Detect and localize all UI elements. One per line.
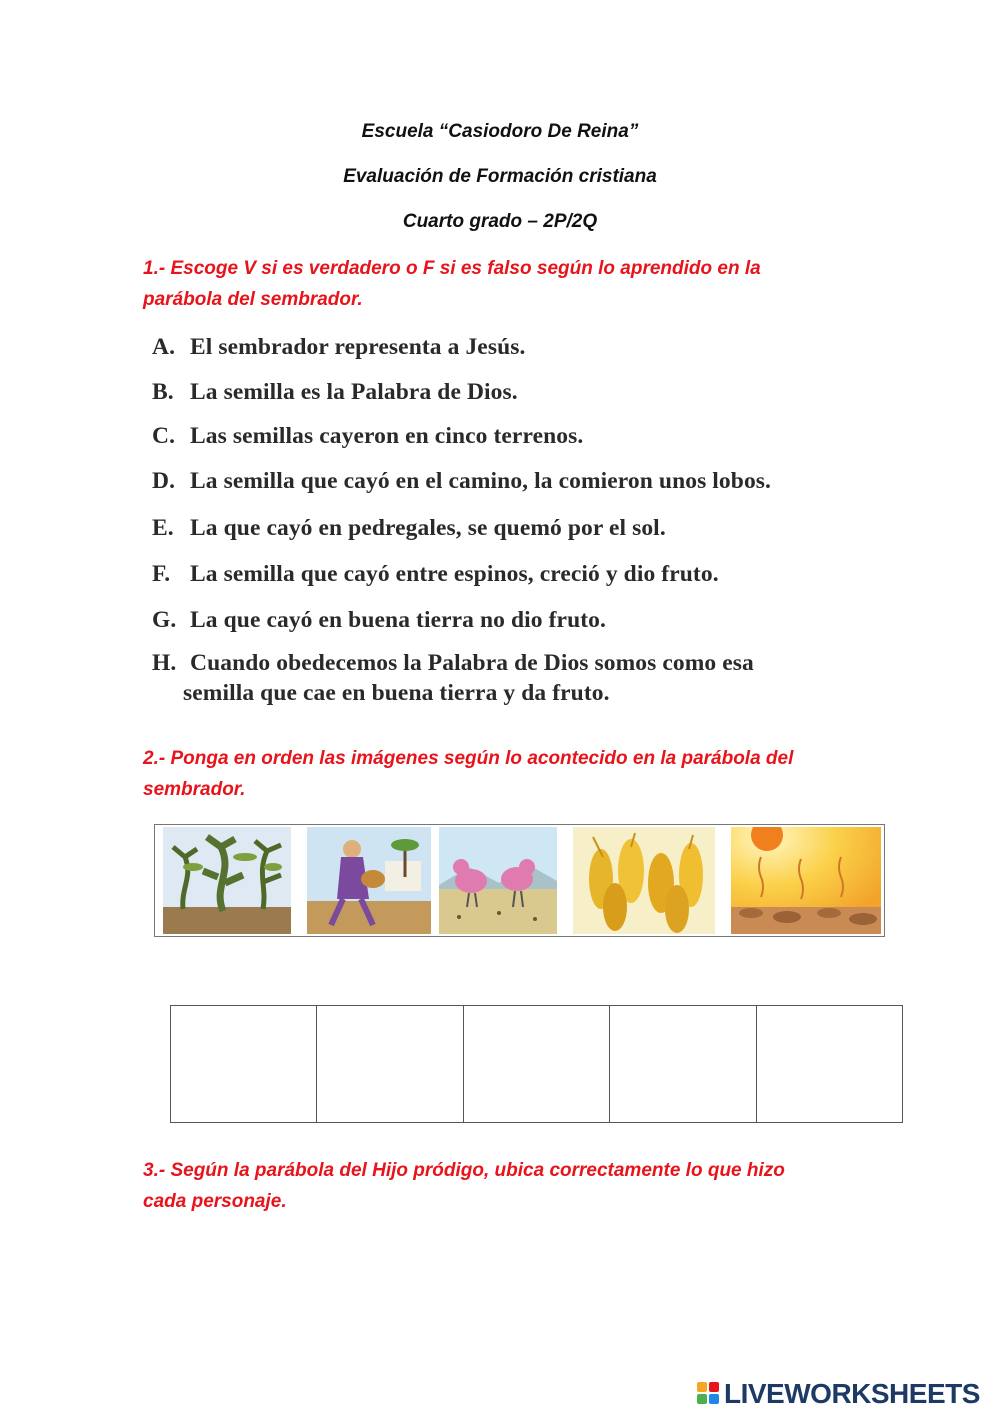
statement-d [152,468,771,495]
school-name: Escuela “Casiodoro De Reina” [361,121,639,142]
statement-text: La semilla que cayó en el camino, la comieron unos lobos. [190,468,772,494]
question-3-prompt [143,1155,873,1217]
answer-box-3[interactable] [464,1006,610,1122]
statement-letter: G. [152,607,177,633]
answer-box-1[interactable] [171,1006,317,1122]
question-2-prompt [143,743,873,805]
answer-box-2[interactable] [317,1006,463,1122]
statement-letter: F. [152,561,171,587]
statement-f [152,561,719,588]
statement-text: El sembrador representa a Jesús. [190,334,526,360]
question-1-line-2: parábola del sembrador. [143,289,363,310]
question-1-prompt [143,253,873,315]
statement-text: La que cayó en buena tierra no dio fruto. [190,607,607,633]
statement-continuation: semilla que cae en buena tierra y da fruto. [183,680,610,706]
answer-box-5[interactable] [757,1006,902,1122]
statement-text: La semilla que cayó entre espinos, creció y dio fruto. [190,561,719,587]
question-3-line-2: cada personaje. [143,1191,287,1212]
evaluation-title: Evaluación de Formación cristiana [343,166,657,187]
parable-image-strip [154,824,885,937]
statement-a [152,334,525,361]
question-1-line-1: 1.- Escoge V si es verdadero o F si es falso según lo aprendido en la [143,258,761,279]
statement-letter: D. [152,468,176,494]
statement-e [152,515,666,542]
liveworksheets-logo [697,1378,980,1410]
statement-letter: A. [152,334,176,360]
statement-text: La que cayó en pedregales, se quemó por el sol. [190,515,666,541]
statement-h [152,650,754,710]
answer-box-4[interactable] [610,1006,756,1122]
logo-mark-icon [697,1382,721,1406]
statement-text: La semilla es la Palabra de Dios. [190,379,518,405]
logo-text: LIVEWORKSHEETS [724,1378,980,1409]
statement-letter: E. [152,515,174,541]
statement-text: Cuando obedecemos la Palabra de Dios somos como esa [190,650,754,676]
question-2-line-2: sembrador. [143,779,246,800]
answer-boxes [170,1005,903,1123]
statement-letter: C. [152,423,176,449]
statement-g [152,607,606,634]
statement-text: Las semillas cayeron en cinco terrenos. [190,423,584,449]
grade-label: Cuarto grado – 2P/2Q [402,211,598,232]
birds-eating-seeds-image [439,827,557,934]
golden-wheat-image [573,827,715,934]
sower-walking-image [307,827,431,934]
statement-letter: H. [152,650,177,676]
thorny-plants-image [163,827,291,934]
statement-b [152,379,518,406]
question-3-line-1: 3.- Según la parábola del Hijo pródigo, ubica correctamente lo que hizo [143,1160,785,1181]
question-2-line-1: 2.- Ponga en orden las imágenes según lo acontecido en la parábola del [143,748,794,769]
statement-letter: B. [152,379,174,405]
sun-scorched-rocks-image [731,827,881,934]
statement-c [152,423,583,450]
